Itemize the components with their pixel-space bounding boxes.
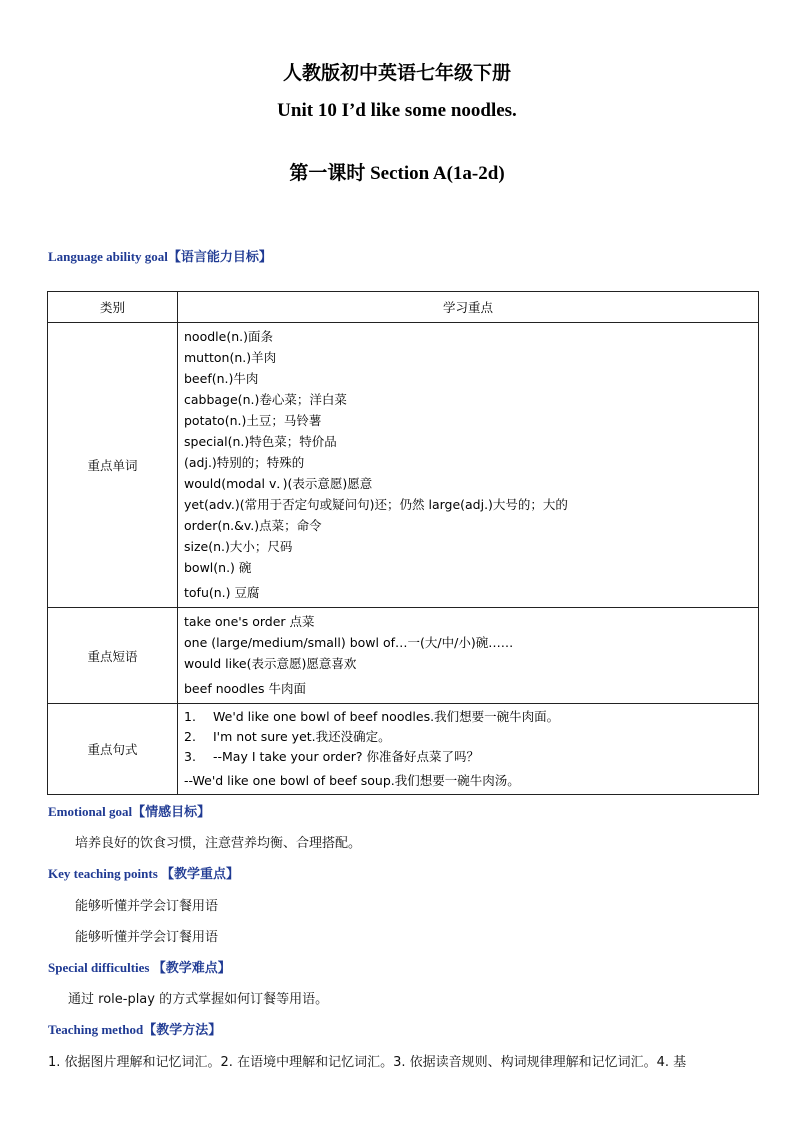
difficulties-heading: Special difficulties 【教学难点】 xyxy=(48,960,231,975)
vocab-item: bowl(n.) 碗 xyxy=(184,560,252,575)
vocab-row xyxy=(48,323,759,608)
vocab-cell xyxy=(178,323,759,608)
phrase-item: beef noodles 牛肉面 xyxy=(184,681,306,696)
phrases-cell xyxy=(178,608,759,704)
vocab-item: cabbage(n.)卷心菜；洋白菜 xyxy=(184,392,347,407)
vocab-item: special(n.)特色菜；特价品 xyxy=(184,434,337,449)
emotional-goal-heading: Emotional goal【情感目标】 xyxy=(48,804,211,819)
sentence-item xyxy=(184,707,758,727)
phrase-item: one (large/medium/small) bowl of…一(大/中/小)碗…… xyxy=(184,635,514,650)
sentences-row xyxy=(48,704,759,795)
vocab-label: 重点单词 xyxy=(48,323,178,608)
lesson-title: 第一课时 Section A(1a-2d) xyxy=(289,163,505,184)
sentences-label: 重点句式 xyxy=(48,704,178,795)
vocab-item: tofu(n.) 豆腐 xyxy=(184,585,260,600)
key-point-line: 能够听懂并学会订餐用语 xyxy=(75,930,219,945)
phrases-row xyxy=(48,608,759,704)
vocab-item: beef(n.)牛肉 xyxy=(184,371,259,386)
method-text: 1. 依据图片理解和记忆词汇。2. 在语境中理解和记忆词汇。3. 依据读音规则、构词规律理解和记忆词汇。4. 基 xyxy=(48,1055,687,1070)
vocab-item: yet(adv.)(常用于否定句或疑问句)还；仍然 large(adj.)大号的；大的 xyxy=(184,497,568,512)
method-heading: Teaching method【教学方法】 xyxy=(48,1022,222,1037)
unit-title: Unit 10 I’d like some noodles. xyxy=(277,100,517,121)
goals-table xyxy=(47,291,759,795)
sentence-item xyxy=(184,747,758,767)
sentence-text: --May I take your order? 你准备好点菜了吗？ xyxy=(213,749,480,764)
phrase-item: take one's order 点菜 xyxy=(184,614,315,629)
key-point-line: 能够听懂并学会订餐用语 xyxy=(75,899,219,914)
sentence-item xyxy=(184,727,758,747)
phrases-label: 重点短语 xyxy=(48,608,178,704)
column-header-focus: 学习重点 xyxy=(178,292,759,323)
column-header-category: 类别 xyxy=(48,292,178,323)
vocab-item: mutton(n.)羊肉 xyxy=(184,350,277,365)
sentence-number: 1. xyxy=(184,709,196,724)
sentences-cell xyxy=(178,704,759,795)
document-title: 人教版初中英语七年级下册 xyxy=(282,63,511,84)
language-goal-heading: Language ability goal【语言能力目标】 xyxy=(48,249,272,264)
table-header-row xyxy=(48,292,759,323)
vocab-item: (adj.)特别的；特殊的 xyxy=(184,455,305,470)
sentence-text: I'm not sure yet.我还没确定。 xyxy=(213,729,391,744)
vocab-item: size(n.)大小；尺码 xyxy=(184,539,293,554)
emotional-goal-text: 培养良好的饮食习惯，注意营养均衡、合理搭配。 xyxy=(75,836,362,851)
key-points-heading: Key teaching points 【教学重点】 xyxy=(48,866,240,881)
vocab-item: noodle(n.)面条 xyxy=(184,329,273,344)
vocab-item: potato(n.)土豆；马铃薯 xyxy=(184,413,322,428)
phrase-item: would like(表示意愿)愿意喜欢 xyxy=(184,656,357,671)
sentence-number: 3. xyxy=(184,749,196,764)
sentence-text: We'd like one bowl of beef noodles.我们想要一碗牛肉面。 xyxy=(213,709,560,724)
vocab-item: order(n.&v.)点菜；命令 xyxy=(184,518,322,533)
sentence-text: --We'd like one bowl of beef soup.我们想要一碗牛肉汤。 xyxy=(184,773,520,788)
sentence-item xyxy=(184,767,758,791)
sentence-number: 2. xyxy=(184,729,196,744)
vocab-item: would(modal v．)(表示意愿)愿意 xyxy=(184,476,373,491)
difficulties-text: 通过 role-play 的方式掌握如何订餐等用语。 xyxy=(68,992,329,1007)
